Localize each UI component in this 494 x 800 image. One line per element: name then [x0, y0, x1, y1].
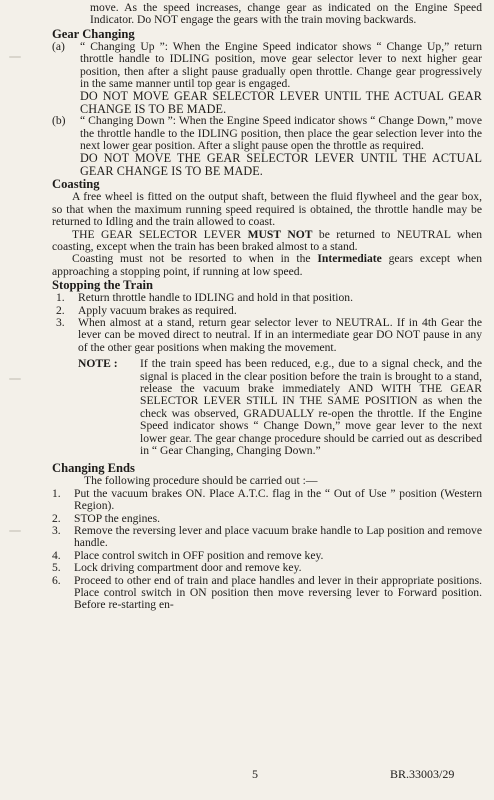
- item-text: “ Changing Up ”: When the Engine Speed indicator shows “ Change Up,” return throttle handle to IDLING position, move gear selector lever to next higher gear position, then after a slight pause gradually open throttle. Change gear progressively in the same manner until top gear is engaged.: [80, 39, 482, 91]
- coasting-paragraph-2: THE GEAR SELECTOR LEVER MUST NOT be returned to NEUTRAL when coasting, except when the train has been braked almost to a stand.: [52, 227, 483, 253]
- punch-hole-mark: [9, 530, 21, 532]
- heading-changing-ends: Changing Ends: [52, 461, 135, 476]
- stopping-item-1: 1. Return throttle handle to IDLING and hold in that position.: [56, 291, 353, 305]
- changing-ends-item-5: 5. Lock driving compartment door and remove key.: [52, 561, 302, 575]
- note-label: NOTE :: [78, 357, 118, 371]
- heading-coasting: Coasting: [52, 177, 100, 192]
- intro-paragraph: move. As the speed increases, change gear as indicated on the Engine Speed Indicator. Do NOT engage the gears with the train moving backwards.: [90, 1, 482, 27]
- coasting-paragraph-3: Coasting must not be resorted to when in the Intermediate gears except when approaching a stopping point, if running at low speed.: [52, 252, 482, 278]
- changing-ends-item-1: 1. Put the vacuum brakes ON. Place A.T.C. flag in the “ Out of Use ” position (Western Region).: [52, 486, 482, 513]
- item-warning: DO NOT MOVE GEAR SELECTOR LEVER UNTIL THE ACTUAL GEAR CHANGE IS TO BE MADE.: [80, 89, 482, 116]
- changing-ends-item-6: 6. Proceed to other end of train and place handles and lever in their appropriate positions. Place control switch in ON position then move reversing lever to Forward position. Before re-starting en-: [52, 573, 482, 612]
- changing-ends-item-2: 2. STOP the engines.: [52, 511, 160, 525]
- note-text: If the train speed has been reduced, e.g., due to a signal check, and the signal is placed in the clear position before the train is brought to a stand, release the vacuum brake immediately AND WITH THE GEAR SELECTOR LEVER STILL IN THE SAME POSITION as when the check was observed, GRADUALLY re-open the throttle. If the Engine Speed indicator shows “ Change Down,” move gear lever to the next lower gear. The gear change procedure should be carried out as described in “ Gear Changing, Changing Down.”: [140, 357, 482, 457]
- document-reference: BR.33003/29: [390, 767, 455, 781]
- changing-ends-intro: The following procedure should be carried out :—: [84, 474, 318, 488]
- item-warning: DO NOT MOVE THE GEAR SELECTOR LEVER UNTIL THE ACTUAL GEAR CHANGE IS TO BE MADE.: [80, 151, 482, 178]
- gear-changing-item-b: [52, 115, 482, 177]
- heading-stopping-the-train: Stopping the Train: [52, 278, 154, 293]
- note-block: [52, 358, 482, 457]
- gear-changing-item-a: [52, 41, 482, 115]
- coasting-paragraph-1: A free wheel is fitted on the output shaft, between the fluid flywheel and the gear box, so that when the maximum running speed required is obtained, the throttle handle may be returned to Idling and the train allowed to coast.: [52, 190, 482, 229]
- item-text: “ Changing Down ”: When the Engine Speed indicator shows “ Change Down,” move the throttle handle to the IDLING position, then place the gear selection lever into the next lower gear position. After a slight pause open the throttle as required.: [80, 114, 482, 153]
- item-label: (a): [52, 39, 65, 53]
- changing-ends-item-4: 4. Place control switch in OFF position and remove key.: [52, 548, 324, 562]
- punch-hole-mark: [9, 378, 21, 380]
- punch-hole-mark: [9, 56, 21, 58]
- stopping-item-3: 3. When almost at a stand, return gear selector lever to NEUTRAL. If in 4th Gear the lever can be moved direct to neutral. If in an intermediate gear DO NOT pause in any of the other gear positions when making the movement.: [56, 315, 482, 354]
- changing-ends-item-3: 3. Remove the reversing lever and place vacuum brake handle to Lap position and remove handle.: [52, 524, 482, 550]
- stopping-item-2: 2. Apply vacuum brakes as required.: [56, 303, 237, 317]
- page-number: 5: [252, 767, 258, 781]
- heading-gear-changing: Gear Changing: [52, 26, 135, 41]
- item-label: (b): [52, 114, 66, 128]
- page-body: [52, 0, 482, 612]
